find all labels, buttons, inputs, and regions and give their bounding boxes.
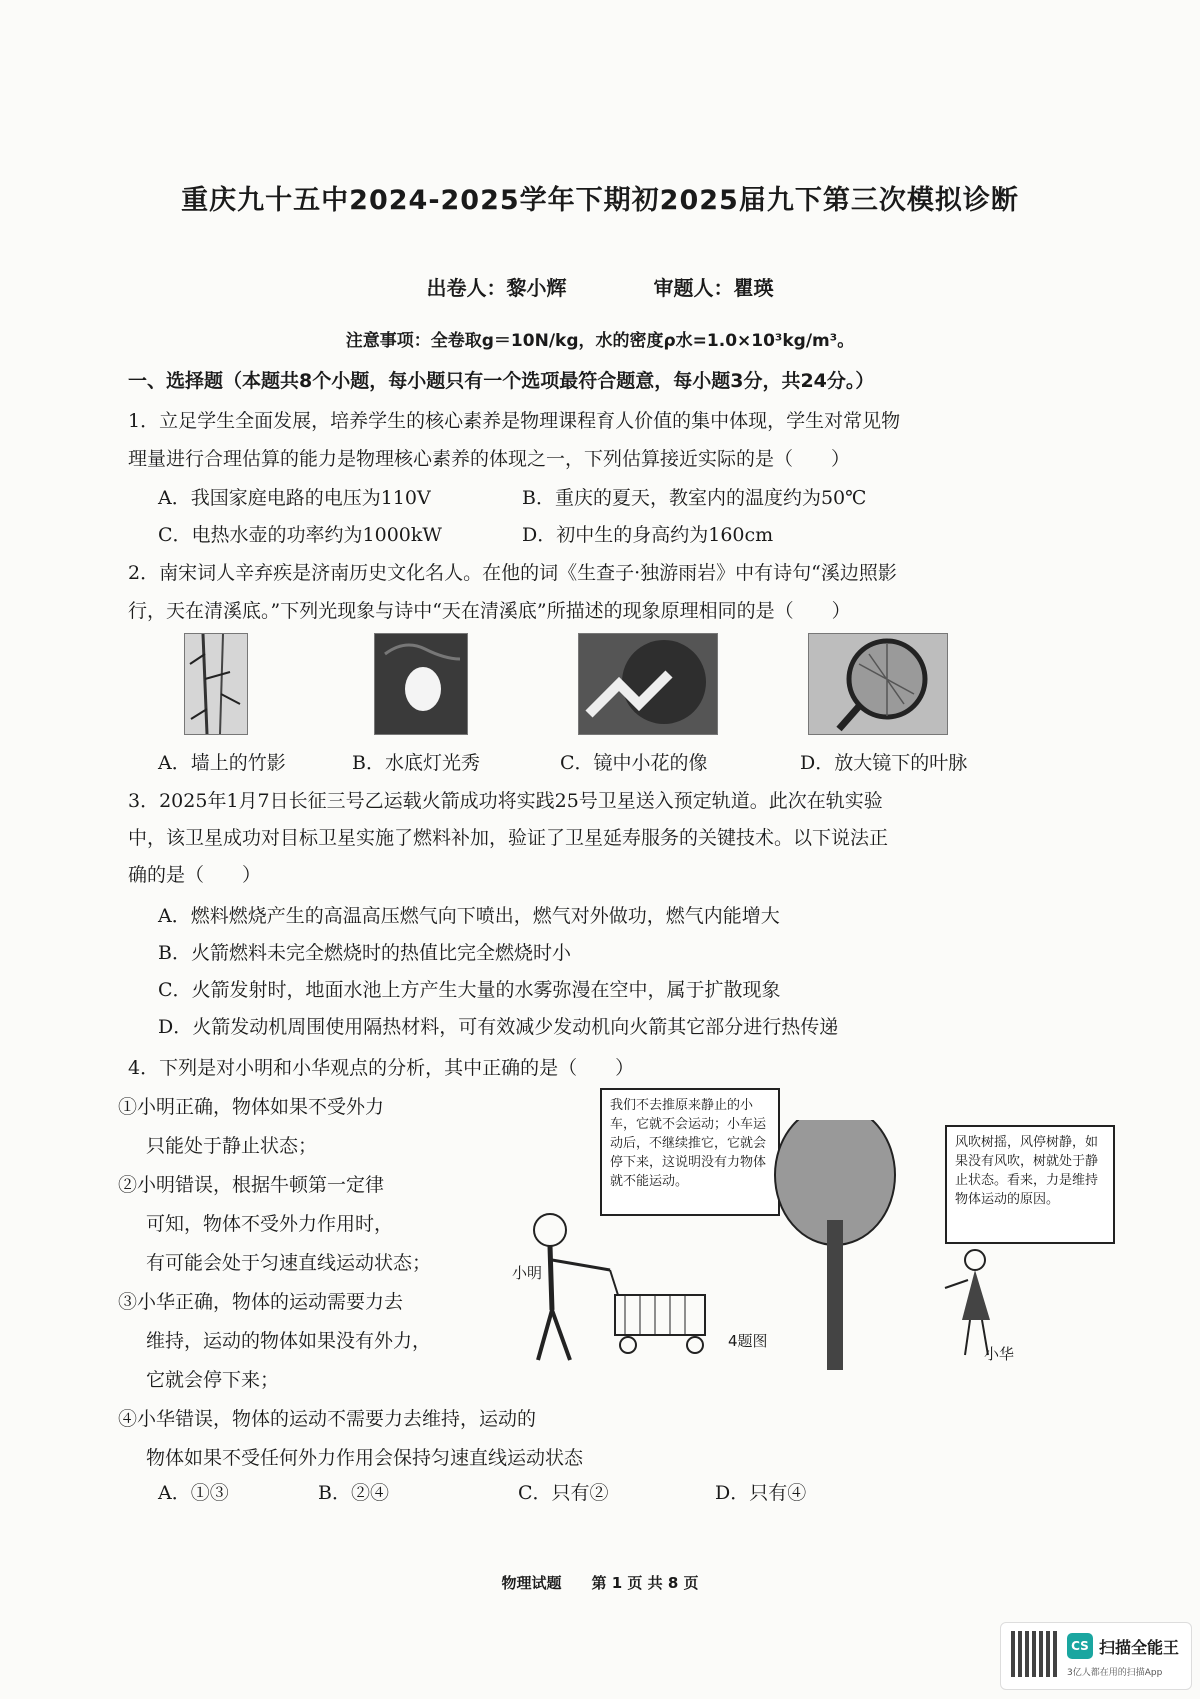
figure-caption: 4题图 <box>728 1332 768 1350</box>
q4-illustration <box>500 1120 1120 1380</box>
q4-statement-3a: ③小华正确，物体的运动需要力去 <box>118 1291 404 1313</box>
q4-option-d: D．只有④ <box>715 1482 807 1504</box>
q1-option-d: D．初中生的身高约为160cm <box>522 524 774 546</box>
page-footer: 物理试题 第 1 页 共 8 页 <box>501 1574 699 1592</box>
mirror-flower-photo <box>578 633 718 735</box>
q1-option-c: C．电热水壶的功率约为1000kW <box>158 524 442 546</box>
q4-statement-4b: 物体如果不受任何外力作用会保持匀速直线运动状态 <box>146 1447 584 1469</box>
reviewer: 审题人：瞿瑛 <box>653 276 774 300</box>
xiaohua-speech-bubble: 风吹树摇，风停树静，如果没有风吹，树就处于静止状态。看来，力是维持物体运动的原因。 <box>945 1125 1115 1244</box>
exam-title: 重庆九十五中2024-2025学年下期初2025届九下第三次模拟诊断 <box>181 185 1019 216</box>
q4-option-b: B．②④ <box>318 1482 389 1504</box>
q4-line1: 4．下列是对小明和小华观点的分析，其中正确的是（ ） <box>128 1057 635 1079</box>
q3-line2: 中，该卫星成功对目标卫星实施了燃料补加，验证了卫星延寿服务的关键技术。以下说法正 <box>128 827 889 849</box>
label-xiaoming: 小明 <box>512 1264 543 1282</box>
q2-option-a: A．墙上的竹影 <box>158 752 286 774</box>
q2-line2: 行，天在清溪底。”下列光现象与诗中“天在清溪底”所描述的现象原理相同的是（ ） <box>128 600 851 622</box>
notice: 注意事项：全卷取g＝10N/kg，水的密度ρ水=1.0×10³kg/m³。 <box>345 331 855 351</box>
q1-option-a: A．我国家庭电路的电压为110V <box>158 487 431 509</box>
underwater-light-photo <box>374 633 468 735</box>
label-xiaohua: 小华 <box>984 1345 1015 1363</box>
q4-statement-1b: 只能处于静止状态； <box>146 1135 318 1157</box>
q4-statement-2c: 有可能会处于匀速直线运动状态； <box>146 1252 432 1274</box>
q2-option-b: B．水底灯光秀 <box>352 752 480 774</box>
q4-statement-3b: 维持，运动的物体如果没有外力， <box>146 1330 432 1352</box>
q3-line1: 3．2025年1月7日长征三号乙运载火箭成功将实践25号卫星送入预定轨道。此次在轨实验 <box>128 790 883 812</box>
scanner-watermark <box>1000 1622 1192 1690</box>
q3-option-d: D．火箭发动机周围使用隔热材料，可有效减少发动机向火箭其它部分进行热传递 <box>158 1016 839 1038</box>
q4-option-a: A．①③ <box>158 1482 229 1504</box>
q2-option-c: C．镜中小花的像 <box>560 752 708 774</box>
q3-option-b: B．火箭燃料未完全燃烧时的热值比完全燃烧时小 <box>158 942 571 964</box>
xiaoming-speech-bubble: 我们不去推原来静止的小车，它就不会运动；小车运动后，不继续推它，它就会停下来，这说明没有力物体就不能运动。 <box>600 1088 780 1216</box>
q4-statement-4a: ④小华错误，物体的运动不需要力去维持，运动的 <box>118 1408 537 1430</box>
q4-option-c: C．只有② <box>518 1482 609 1504</box>
q4-statement-1a: ①小明正确，物体如果不受外力 <box>118 1096 385 1118</box>
q3-option-c: C．火箭发射时，地面水池上方产生大量的水雾弥漫在空中，属于扩散现象 <box>158 979 781 1001</box>
author-line <box>0 272 1200 301</box>
q2-option-d: D．放大镜下的叶脉 <box>800 752 968 774</box>
section-heading: 一、选择题（本题共8个小题，每小题只有一个选项最符合题意，每小题3分，共24分。） <box>128 370 875 392</box>
q3-option-a: A．燃料燃烧产生的高温高压燃气向下喷出，燃气对外做功，燃气内能增大 <box>158 905 780 927</box>
q2-line1: 2．南宋词人辛弃疾是济南历史文化名人。在他的词《生查子·独游雨岩》中有诗句“溪边照影 <box>128 562 897 584</box>
q4-statement-2b: 可知，物体不受外力作用时， <box>146 1213 394 1235</box>
q1-line1: 1．立足学生全面发展，培养学生的核心素养是物理课程育人价值的集中体现，学生对常见物 <box>128 410 901 432</box>
scanner-name: 扫描全能王 <box>1099 1638 1180 1657</box>
qr-code-icon <box>1011 1631 1057 1677</box>
magnifier-leaf-photo <box>808 633 948 735</box>
cs-logo-icon: CS <box>1067 1633 1093 1659</box>
q4-statement-3c: 它就会停下来； <box>146 1369 280 1391</box>
q3-line3: 确的是（ ） <box>128 864 262 886</box>
bamboo-shadow-photo <box>184 633 248 735</box>
q4-statement-2a: ②小明错误，根据牛顿第一定律 <box>118 1174 385 1196</box>
author: 出卷人：黎小辉 <box>426 276 567 300</box>
q1-line2: 理量进行合理估算的能力是物理核心素养的体现之一，下列估算接近实际的是（ ） <box>128 448 851 470</box>
q1-option-b: B．重庆的夏天，教室内的温度约为50℃ <box>522 487 867 509</box>
scanner-subtitle: 3亿人都在用的扫描App <box>1067 1668 1163 1678</box>
